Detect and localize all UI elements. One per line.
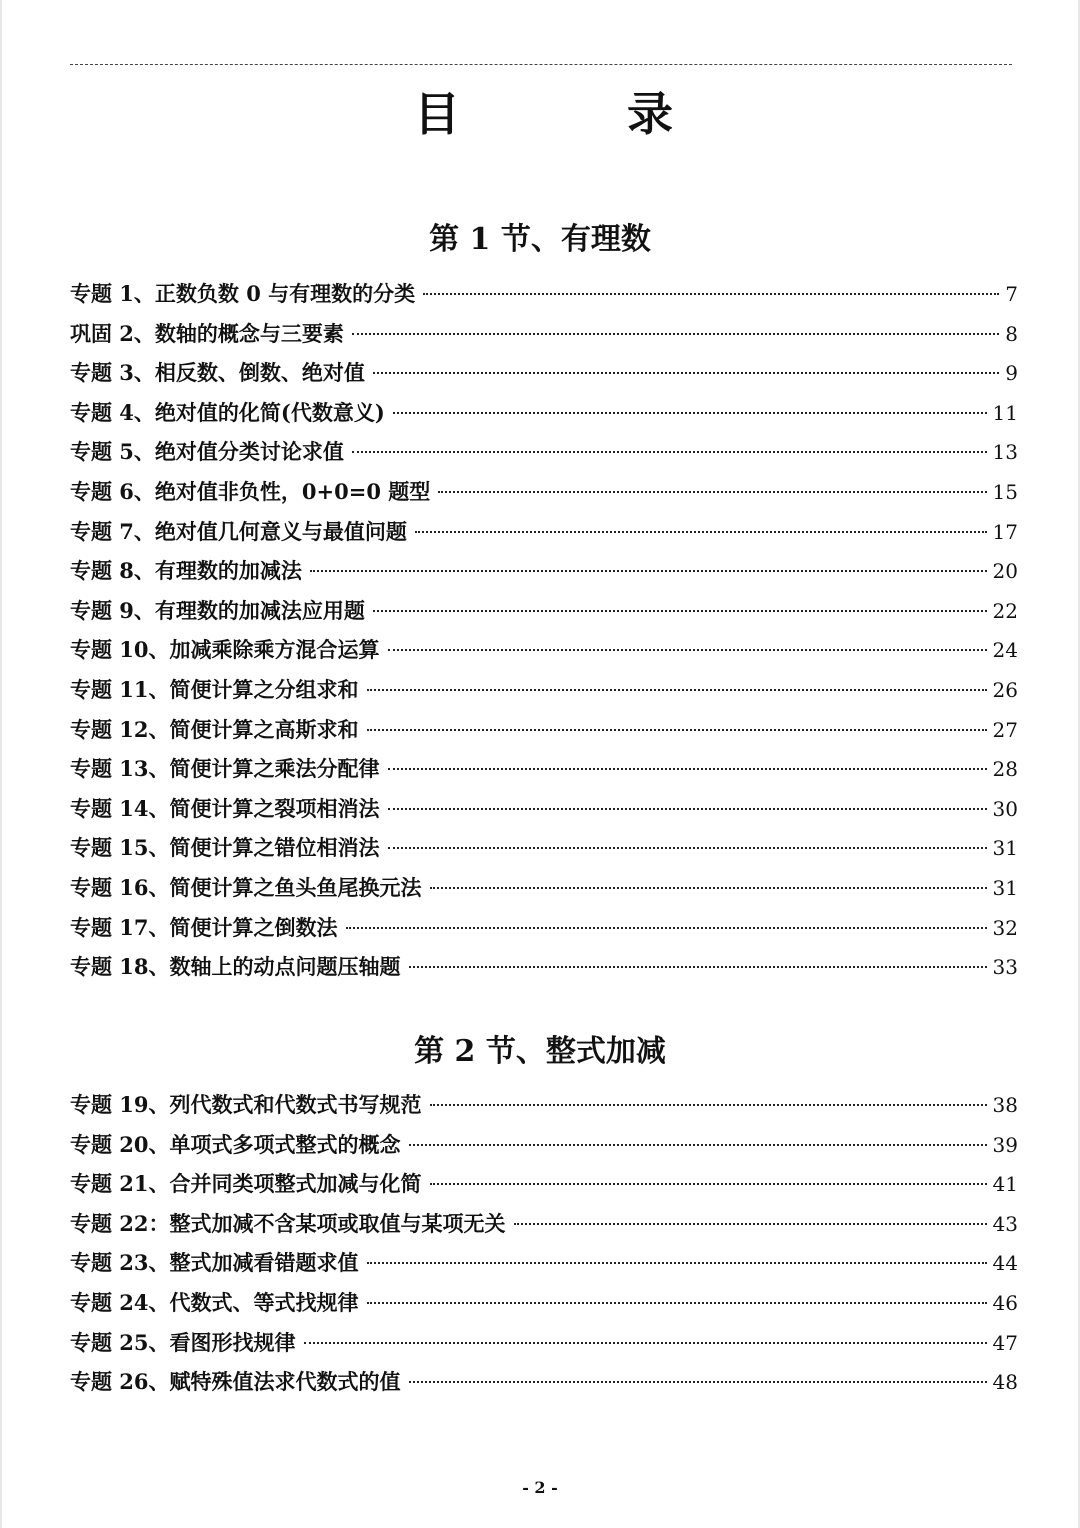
toc-title-char-1: 目 — [414, 87, 460, 141]
toc-entry-page: 22 — [992, 598, 1018, 623]
toc-entry-page: 38 — [992, 1093, 1018, 1117]
toc-entry-page: 31 — [992, 836, 1018, 861]
toc-entry[interactable] — [70, 1283, 1018, 1323]
toc-entry-page: 44 — [992, 1251, 1018, 1276]
dot-leader — [430, 887, 987, 889]
toc-entry-label: 专题 17、简便计算之倒数法 — [70, 914, 338, 940]
toc-entry-page: 41 — [992, 1172, 1018, 1197]
toc-entry-page: 8 — [1005, 321, 1018, 346]
toc-entry-label: 专题 20、单项式多项式整式的概念 — [70, 1131, 401, 1157]
dot-leader — [514, 1223, 987, 1225]
dot-leader — [423, 293, 999, 295]
dot-leader — [373, 610, 987, 612]
dot-leader — [367, 729, 987, 731]
dot-leader — [409, 966, 987, 968]
toc-entry-page: 20 — [992, 559, 1018, 584]
toc-entry-label: 专题 7、绝对值几何意义与最值问题 — [70, 518, 407, 544]
dot-leader — [310, 570, 987, 572]
toc-entry-page: 24 — [992, 638, 1018, 663]
toc-entry[interactable] — [70, 1204, 1018, 1244]
toc-entry-label: 专题 14、简便计算之裂项相消法 — [70, 795, 380, 821]
dot-leader — [438, 491, 986, 493]
dot-leader — [430, 1104, 987, 1106]
dot-leader — [415, 531, 987, 533]
toc-entry-label: 专题 9、有理数的加减法应用题 — [70, 597, 365, 623]
toc-entry[interactable] — [70, 1164, 1018, 1204]
toc-entry-label: 专题 8、有理数的加减法 — [70, 558, 302, 584]
toc-entry[interactable] — [70, 314, 1018, 354]
toc-entry-page: 7 — [1005, 282, 1018, 306]
toc-entry[interactable] — [70, 710, 1018, 750]
toc-entry[interactable] — [70, 591, 1018, 631]
toc-entry[interactable] — [70, 472, 1018, 512]
toc-entry-page: 26 — [992, 677, 1018, 702]
toc-entry-label: 专题 1、正数负数 0 与有理数的分类 — [70, 281, 416, 306]
dot-leader — [409, 1144, 987, 1146]
toc-entry-page: 11 — [992, 400, 1018, 425]
toc-entry[interactable] — [70, 353, 1018, 393]
toc-entry[interactable] — [70, 947, 1018, 987]
dot-leader — [304, 1342, 987, 1344]
toc-entry-page: 13 — [992, 440, 1018, 465]
toc-entry[interactable] — [70, 749, 1018, 789]
toc-entry-page: 9 — [1005, 361, 1018, 386]
toc-entry-page: 39 — [992, 1132, 1018, 1157]
toc-entry-page: 31 — [992, 875, 1018, 900]
toc-list-section-1 — [70, 274, 1018, 987]
dot-leader — [409, 1381, 987, 1383]
toc-entry[interactable] — [70, 1085, 1018, 1125]
toc-entry-page: 15 — [992, 479, 1018, 504]
toc-entry[interactable] — [70, 393, 1018, 433]
toc-entry[interactable] — [70, 670, 1018, 710]
dot-leader — [367, 1302, 987, 1304]
toc-entry-label: 专题 25、看图形找规律 — [70, 1329, 296, 1355]
toc-entry-page: 27 — [992, 717, 1018, 742]
toc-title — [2, 82, 1078, 146]
toc-entry-page: 43 — [992, 1211, 1018, 1236]
section-heading-2: 第 2 节、整式加减 — [414, 1034, 666, 1069]
header-rule — [70, 64, 1012, 65]
toc-entry-label: 专题 3、相反数、倒数、绝对值 — [70, 360, 365, 386]
toc-entry-page: 47 — [992, 1330, 1018, 1355]
toc-entry-label: 专题 21、合并同类项整式加减与化简 — [70, 1171, 422, 1197]
toc-entry[interactable] — [70, 868, 1018, 908]
toc-entry-label: 专题 15、简便计算之错位相消法 — [70, 835, 380, 861]
toc-entry-label: 专题 4、绝对值的化简(代数意义) — [70, 399, 385, 425]
toc-entry[interactable] — [70, 274, 1018, 314]
toc-entry-page: 33 — [992, 955, 1018, 980]
toc-entry[interactable] — [70, 1125, 1018, 1165]
toc-list-section-2 — [70, 1085, 1018, 1402]
toc-entry-label: 专题 5、绝对值分类讨论求值 — [70, 439, 344, 465]
toc-entry-label: 专题 18、数轴上的动点问题压轴题 — [70, 954, 401, 980]
page-number: - 2 - — [522, 1478, 558, 1497]
toc-entry-label: 专题 24、代数式、等式找规律 — [70, 1289, 359, 1315]
toc-entry[interactable] — [70, 630, 1018, 670]
dot-leader — [373, 372, 999, 374]
toc-entry-page: 48 — [992, 1370, 1018, 1395]
toc-entry[interactable] — [70, 432, 1018, 472]
toc-entry[interactable] — [70, 551, 1018, 591]
toc-entry-label: 专题 23、整式加减看错题求值 — [70, 1250, 359, 1276]
toc-entry[interactable] — [70, 1362, 1018, 1402]
toc-entry-page: 17 — [992, 519, 1018, 544]
toc-entry-label: 巩固 2、数轴的概念与三要素 — [70, 320, 344, 346]
toc-entry-label: 专题 11、简便计算之分组求和 — [70, 676, 359, 702]
dot-leader — [430, 1183, 987, 1185]
toc-entry-page: 30 — [992, 796, 1018, 821]
dot-leader — [388, 808, 987, 810]
dot-leader — [393, 412, 987, 414]
toc-entry-label: 专题 12、简便计算之高斯求和 — [70, 716, 359, 742]
toc-entry-label: 专题 13、简便计算之乘法分配律 — [70, 756, 380, 782]
toc-entry[interactable] — [70, 789, 1018, 829]
toc-entry-page: 46 — [992, 1290, 1018, 1315]
toc-entry[interactable] — [70, 908, 1018, 948]
toc-entry[interactable] — [70, 828, 1018, 868]
toc-entry-label: 专题 16、简便计算之鱼头鱼尾换元法 — [70, 874, 422, 900]
toc-entry[interactable] — [70, 1323, 1018, 1363]
toc-entry-label: 专题 10、加减乘除乘方混合运算 — [70, 637, 380, 663]
toc-entry-page: 32 — [992, 915, 1018, 940]
toc-entry[interactable] — [70, 512, 1018, 552]
dot-leader — [352, 333, 999, 335]
toc-entry-label: 专题 26、赋特殊值法求代数式的值 — [70, 1369, 401, 1395]
toc-entry-label: 专题 22：整式加减不含某项或取值与某项无关 — [70, 1210, 506, 1236]
toc-entry-label: 专题 19、列代数式和代数式书写规范 — [70, 1092, 422, 1117]
toc-entry-label: 专题 6、绝对值非负性，0+0=0 题型 — [70, 478, 431, 504]
toc-entry-page: 28 — [992, 757, 1018, 782]
dot-leader — [367, 1262, 987, 1264]
toc-title-char-2: 录 — [627, 87, 673, 141]
dot-leader — [346, 927, 987, 929]
dot-leader — [388, 649, 987, 651]
dot-leader — [388, 768, 987, 770]
dot-leader — [388, 847, 987, 849]
dot-leader — [367, 689, 987, 691]
dot-leader — [352, 451, 987, 453]
toc-entry[interactable] — [70, 1243, 1018, 1283]
section-heading-1: 第 1 节、有理数 — [429, 222, 651, 257]
